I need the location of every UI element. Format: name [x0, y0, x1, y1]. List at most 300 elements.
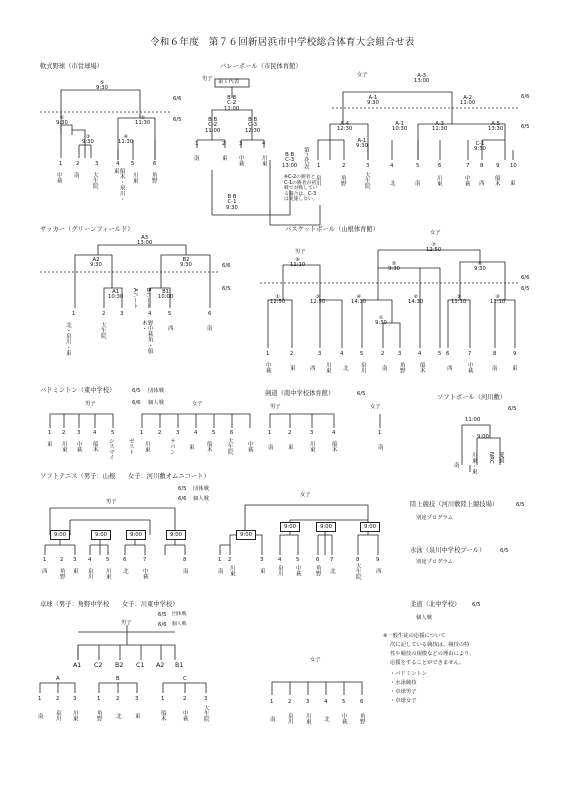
basketball-b-m4: ① 9:30	[375, 315, 387, 327]
baseball-team: 船木・泉川・東	[112, 168, 125, 202]
softball-m1: 11:00	[465, 417, 481, 423]
page-title: 令和６年度 第７６回新居浜市中学校総合体育大会組合せ表	[150, 37, 415, 48]
baseball-team: 大生院	[91, 172, 98, 189]
soccer-team: 北・泉川・東	[64, 322, 71, 356]
softtennis-g-time: 9:00	[360, 522, 380, 532]
basketball-g-team: 角野	[398, 362, 405, 374]
volleyball-g-num: 5	[416, 163, 420, 169]
tt-boys-slots	[78, 645, 161, 660]
softtennis-b-num: 5	[106, 557, 110, 563]
badminton-g-num: 3	[176, 430, 180, 436]
badminton-g-num: 1	[140, 430, 144, 436]
volleyball-num: 2	[222, 141, 226, 147]
badminton-ind-label: 個人戦	[148, 400, 164, 406]
softtennis-g-team: 川東	[228, 565, 235, 577]
badminton-boys: 男子	[85, 401, 96, 407]
badminton-g-team: 船木	[205, 441, 212, 453]
kendo-g-num: 1	[378, 430, 382, 436]
baseball-num: 4	[116, 161, 120, 167]
volleyball-g-a5: A-5 13:30	[488, 121, 504, 133]
notice-line: 次に記している競技は、競技の特	[390, 642, 470, 648]
softtennis-g-num: 6	[316, 557, 320, 563]
baseball-date-6: 6/6	[173, 96, 182, 102]
tabletennis-b-num: 2	[56, 696, 60, 702]
volleyball-team: 南	[192, 155, 199, 161]
kendo-b-team: 南	[266, 444, 273, 450]
tt-group-b	[99, 683, 137, 693]
volley-g-a4	[318, 140, 344, 160]
judo-date: 6/5	[472, 602, 481, 608]
softtennis-g-num: 9	[376, 557, 380, 563]
basket-girls-top	[378, 250, 480, 300]
softtennis-b-num: 4	[88, 557, 92, 563]
softtennis-g-num: 1	[218, 557, 222, 563]
volleyball-g-date-6: 6/6	[521, 94, 530, 100]
volleyball-g-r: A-2 11:00	[460, 95, 476, 107]
softtennis-ind-date: 6/6	[178, 496, 187, 502]
softtennis-heading: ソフトテニス（男子：山根 女子：河川敷オムニコート）	[40, 473, 210, 480]
tabletennis-slot: B2	[115, 662, 124, 669]
softtennis-g-team: 南	[216, 568, 223, 574]
softtennis-g-num: 8	[356, 557, 360, 563]
badminton-b-num: 2	[62, 430, 66, 436]
basket-boys	[268, 265, 320, 348]
softball-line	[462, 425, 500, 475]
badminton-boys-line	[50, 414, 113, 428]
basketball-g-num: 5	[438, 351, 442, 357]
basketball-g-top: ⑦ 12:50	[426, 242, 442, 254]
kendo-b-num: 3	[310, 430, 314, 436]
baseball-line-final-right	[100, 90, 140, 118]
volleyball-g-team: 南	[413, 180, 420, 186]
softtennis-b-team: 泉川	[86, 568, 93, 580]
tabletennis-g-team: 角野	[358, 713, 365, 725]
tabletennis-slot: C2	[94, 662, 103, 669]
volleyball-rep-final: B B C-3 13:00	[282, 152, 298, 169]
baseball-final: ⑤ 9:30	[96, 80, 108, 92]
softtennis-boys: 男子	[106, 499, 117, 505]
softtennis-b-team: 中萩	[141, 568, 148, 580]
softtennis-g-num: 3	[260, 557, 264, 563]
softtennis-b-time: 9:00	[91, 530, 111, 540]
softtennis-b-team: 東	[71, 568, 78, 574]
notice-item: ・バドミントン	[390, 671, 427, 677]
softtennis-b-num: 3	[73, 557, 77, 563]
volleyball-b-final: B B C-2 11:00	[224, 95, 240, 112]
volleyball-g-team: 西	[477, 180, 484, 186]
basketball-g-num: 2	[381, 351, 385, 357]
softtennis-b-num: 7	[143, 557, 147, 563]
basketball-heading: バスケットボール（山根体育館）	[285, 226, 380, 233]
softtennis-g-time: 9:00	[236, 530, 256, 540]
athletics-program: 別途プログラム	[416, 515, 454, 521]
softtennis-b-time: 9:00	[166, 530, 186, 540]
kendo-b-num: 2	[288, 430, 292, 436]
softtennis-b-team: 川東	[104, 568, 111, 580]
volleyball-g-team: 大生院	[363, 172, 370, 189]
softtennis-g-time: 9:00	[280, 522, 300, 532]
softtennis-g-team: 東	[258, 568, 265, 574]
soccer-b2: B2 9:30	[180, 257, 192, 269]
baseball-date-5: 6/5	[173, 117, 182, 123]
volleyball-num: 4	[262, 141, 266, 147]
soccer-court-b: Bコート	[144, 288, 151, 309]
baseball-match-1: ① 9:30	[56, 115, 68, 127]
kendo-b-num: 1	[268, 430, 272, 436]
softtennis-g-team: 大生院	[354, 563, 361, 580]
soccer-date-5: 6/5	[222, 286, 231, 292]
tabletennis-g-num: 5	[342, 699, 346, 705]
basketball-g-l: ⑤ 9:30	[388, 261, 400, 273]
softtennis-b-num: 2	[60, 557, 64, 563]
tabletennis-b-num: 3	[73, 696, 77, 702]
soccer-num: 5	[168, 311, 172, 317]
basketball-b-team: 西	[308, 365, 315, 371]
notice-line: 応援をすることができません。	[390, 660, 465, 666]
softtennis-g-time: 9:00	[316, 522, 336, 532]
notice-line: 性や競技の規模などの理由により、	[390, 651, 475, 657]
badminton-g-num: 2	[158, 430, 162, 436]
volleyball-note: ※C-2の勝者とC-1の勝者が初戦で対戦している場合は、C-3は実施しない。	[284, 175, 318, 203]
baseball-match-3: ③ 9:30	[82, 134, 94, 146]
kendo-g-team: 南	[376, 444, 383, 450]
softball-team: 南	[452, 462, 459, 468]
basketball-g-team: 南	[380, 365, 387, 371]
swimming-date: 6/5	[500, 548, 509, 554]
badminton-b-num: 1	[48, 430, 52, 436]
badminton-g-team: ゼスト	[127, 438, 134, 455]
tabletennis-b-team: 船木	[159, 710, 166, 722]
tabletennis-group: B	[116, 676, 120, 682]
softball-m2: 9:00	[477, 434, 489, 440]
volleyball-g-num: 10	[510, 163, 517, 169]
badminton-b-team: 川東	[60, 441, 67, 453]
tabletennis-b-team: 川東	[71, 710, 78, 722]
badminton-g-team: 東	[187, 444, 194, 450]
soccer-num: 6	[208, 311, 212, 317]
soccer-date-6: 6/6	[222, 263, 231, 269]
volleyball-num: 3	[239, 141, 243, 147]
soccer-a2: A2 9:30	[90, 257, 102, 269]
basketball-g-m1: ② 14:30	[408, 294, 424, 306]
badminton-g-team: 中萩	[246, 441, 253, 453]
kendo-heading: 剣道（南中学校体育館）	[265, 390, 335, 397]
softtennis-g-team: 中萩	[294, 565, 301, 577]
baseball-num: 5	[131, 161, 135, 167]
softtennis-g-team: 北	[328, 568, 335, 574]
softtennis-g-team: 泉川	[276, 565, 283, 577]
volleyball-g-num: 9	[496, 163, 500, 169]
tabletennis-g-num: 3	[306, 699, 310, 705]
badminton-b-team: 東	[45, 441, 52, 447]
soccer-num: 3	[120, 311, 124, 317]
badminton-b-team: シスマイ	[107, 438, 114, 461]
kendo-boys: 男子	[270, 404, 281, 410]
tt-girls-line	[272, 682, 362, 695]
volleyball-heading: バレーボール（市民体育館）	[220, 63, 302, 70]
badminton-date: 6/5	[132, 388, 141, 394]
volleyball-g-num: 1	[317, 163, 321, 169]
baseball-team: 南	[72, 172, 79, 178]
tabletennis-boys: 男子	[121, 620, 132, 626]
athletics-date: 6/5	[516, 502, 525, 508]
tennis-g-q4	[358, 535, 378, 555]
tabletennis-group: A	[56, 676, 60, 682]
tabletennis-b-num: 3	[204, 696, 208, 702]
tabletennis-slot: A1	[73, 662, 82, 669]
badminton-g-team: 川東	[143, 441, 150, 453]
basketball-g-team: 西	[445, 365, 452, 371]
soccer-heading: サッカー（グリーンフィールド）	[40, 226, 134, 233]
badminton-girls-line	[142, 414, 250, 428]
basketball-b-num: 1	[266, 351, 270, 357]
basketball-b-m2: ③ 12:50	[310, 294, 326, 306]
baseball-line-final-left	[61, 90, 100, 135]
soccer-team: 大生院	[99, 322, 106, 339]
volleyball-girls-label: 女子	[357, 72, 368, 78]
tabletennis-g-team: 中萩	[340, 713, 347, 725]
volleyball-g-team: 東	[508, 180, 515, 186]
kendo-girls: 女子	[370, 404, 381, 410]
softtennis-b-time: 9:00	[126, 530, 146, 540]
swimming-program: 別途プログラム	[416, 559, 454, 565]
basketball-g-num: 9	[513, 351, 517, 357]
tabletennis-team-date: 6/5	[158, 612, 167, 618]
basket-girls-m	[378, 268, 440, 348]
softball-team: NRC	[487, 452, 494, 464]
baseball-num: 6	[153, 161, 157, 167]
basketball-date-5: 6/5	[521, 286, 530, 292]
baseball-num: 3	[95, 161, 99, 167]
volleyball-team: 中萩	[237, 155, 244, 167]
softtennis-b-time: 9:00	[50, 530, 70, 540]
tabletennis-g-num: 4	[324, 699, 328, 705]
volleyball-g-team: 北	[388, 180, 395, 186]
tabletennis-b-num: 1	[38, 696, 42, 702]
softtennis-g-team: 角野	[314, 565, 321, 577]
baseball-num: 1	[59, 161, 63, 167]
basketball-b-team: 川東	[324, 362, 331, 374]
tabletennis-g-team: 川東	[304, 713, 311, 725]
softtennis-b-team: 角野	[58, 568, 65, 580]
basketball-b-num: 3	[318, 351, 322, 357]
softtennis-b-team: 北	[121, 568, 128, 574]
basketball-b-team: 東	[288, 365, 295, 371]
volleyball-rep-low: B B C-1 9:30	[226, 194, 238, 211]
softball-date: 6/5	[508, 406, 517, 412]
judo-label: 個人戦	[416, 615, 432, 621]
badminton-g-num: 4	[194, 430, 198, 436]
judo-heading: 柔道（北中学校）	[410, 601, 461, 608]
soccer-a1: A1 10:30	[108, 289, 124, 301]
soccer-b1: B1 10:00	[158, 289, 174, 301]
basketball-g-num: 8	[493, 351, 497, 357]
badminton-b-num: 5	[111, 430, 115, 436]
tabletennis-b-team: 北	[114, 713, 121, 719]
tabletennis-b-team: 大生院	[202, 705, 209, 722]
notice-item: ・卓球男子	[390, 689, 417, 695]
basketball-b-top: ⑥ 11:10	[290, 257, 306, 269]
basketball-g-m3: ② 11:10	[490, 294, 506, 306]
tabletennis-b-team: 南	[36, 713, 43, 719]
softtennis-b-num: 8	[183, 557, 187, 563]
kendo-b-team: 船木	[330, 441, 337, 453]
badminton-g-num: 6	[230, 430, 234, 436]
tabletennis-b-team: 角野	[95, 710, 102, 722]
basketball-boys: 男子	[295, 249, 306, 255]
kendo-b-team: 東	[286, 444, 293, 450]
softtennis-b-num: 6	[123, 557, 127, 563]
volleyball-g-team: 角野	[339, 175, 346, 187]
softball-team: 川東・東	[470, 452, 477, 475]
softball-team: 愛媛	[497, 452, 504, 464]
volleyball-b-m1: B B C-2 11:00	[205, 117, 221, 134]
baseball-team: 中萩	[55, 172, 62, 184]
volleyball-g-a1b: A-1 9:30	[356, 138, 368, 150]
volleyball-g-num: 7	[466, 163, 470, 169]
volleyball-team: 東	[220, 155, 227, 161]
basketball-date-6: 6/6	[521, 275, 530, 281]
basketball-b-m1: ① 12:50	[270, 294, 286, 306]
basketball-b-num: 2	[290, 351, 294, 357]
volleyball-team: 川東	[260, 155, 267, 167]
volleyball-g-team: 川東	[435, 175, 442, 187]
tabletennis-b-team: 泉川	[54, 710, 61, 722]
badminton-heading: バドミントン（東中学校）	[40, 387, 116, 394]
volleyball-g-a4: A-4 12:30	[337, 121, 353, 133]
baseball-num: 2	[76, 161, 80, 167]
basketball-g-num: 3	[398, 351, 402, 357]
volleyball-g-team: 泉川	[314, 175, 321, 187]
tabletennis-b-num: 2	[116, 696, 120, 702]
basketball-g-m2: ③ 11:10	[451, 294, 467, 306]
baseball-heading: 軟式野球（市営球場）	[40, 63, 103, 70]
soccer-num: 2	[102, 311, 106, 317]
softtennis-b-team: 南	[181, 568, 188, 574]
badminton-g-num: 5	[212, 430, 216, 436]
volleyball-g-num: 6	[438, 163, 442, 169]
tabletennis-g-team: 北	[322, 716, 329, 722]
badminton-b-num: 3	[77, 430, 81, 436]
tabletennis-b-team: 東	[133, 713, 140, 719]
tabletennis-b-num: 1	[97, 696, 101, 702]
badminton-g-team: ラパン	[168, 438, 175, 455]
tabletennis-slot: B1	[175, 662, 184, 669]
tabletennis-b-num: 2	[183, 696, 187, 702]
notice-item: ・卓球女子	[390, 698, 417, 704]
kendo-b-num: 4	[332, 430, 336, 436]
badminton-b-team: 中萩	[75, 441, 82, 453]
badminton-girls: 女子	[192, 401, 203, 407]
softtennis-team-label: 団体戦	[193, 486, 209, 492]
basketball-g-team: 中萩	[466, 362, 473, 374]
basket-girls-r2	[495, 300, 515, 348]
tabletennis-ind-label: 個人戦	[172, 622, 187, 627]
kendo-b-team: 川東	[308, 441, 315, 453]
softtennis-b-num: 1	[43, 557, 47, 563]
basketball-g-r: ⑥ 9:30	[474, 261, 486, 273]
tabletennis-b-num: 3	[135, 696, 139, 702]
volleyball-b-m2: B B C-3 12:30	[245, 117, 261, 134]
soccer-team: 南	[205, 325, 212, 331]
volleyball-num: 1	[195, 141, 199, 147]
basketball-b-m3: ④ 14:30	[351, 294, 367, 306]
badminton-b-num: 4	[93, 430, 97, 436]
tabletennis-g-num: 1	[270, 699, 274, 705]
volleyball-g-a10: A-1 10:30	[392, 121, 408, 133]
volleyball-g-c1: C-1 9:30	[474, 141, 486, 153]
basketball-b-num: 4	[340, 351, 344, 357]
basketball-g-team: 東	[510, 365, 517, 371]
volleyball-g-team: 中萩	[463, 175, 470, 187]
tabletennis-b-num: 1	[161, 696, 165, 702]
badminton-b-team: 船木	[91, 441, 98, 453]
softtennis-g-num: 4	[278, 557, 282, 563]
tabletennis-heading: 卓球（男子：角野中学校 女子：川東中学校）	[40, 601, 179, 608]
tabletennis-b-team: 中萩	[181, 710, 188, 722]
volleyball-g-team: 船木	[493, 175, 500, 187]
tabletennis-team-label: 団体戦	[172, 612, 187, 617]
softtennis-ind-label: 個人戦	[193, 496, 209, 502]
volleyball-g-top: A-3 13:00	[414, 73, 430, 85]
notice-item: ・水泳競技	[390, 680, 417, 686]
soccer-final: A3 13:00	[137, 235, 153, 247]
kendo-boys-line	[270, 414, 334, 428]
soccer-num: 1	[72, 311, 76, 317]
athletics-heading: 陸上競技（河川敷陸上競技場）	[410, 501, 499, 508]
tabletennis-girls: 女子	[310, 657, 321, 663]
tabletennis-group: C	[183, 676, 187, 682]
tt-group-a	[40, 683, 75, 693]
softtennis-g-num: 2	[228, 557, 232, 563]
swimming-heading: 水泳（泉川中学校プール）	[410, 547, 486, 554]
tennis-g-q2	[280, 535, 298, 555]
volleyball-g-num: 3	[366, 163, 370, 169]
basketball-b-team: 中萩	[264, 362, 271, 374]
basketball-g-num: 6	[446, 351, 450, 357]
basketball-g-team: 泉川	[359, 362, 366, 374]
softtennis-g-num: 5	[296, 557, 300, 563]
basket-girls-r1	[448, 300, 470, 348]
tabletennis-slot: C1	[136, 662, 145, 669]
volleyball-rep-label: 第１代表	[218, 79, 240, 85]
basketball-girls: 女子	[430, 230, 441, 236]
soccer-court-a: Aコート	[131, 288, 138, 309]
baseball-team: 川東	[131, 172, 138, 184]
basketball-g-team: 南	[490, 365, 497, 371]
softtennis-girls: 女子	[300, 492, 311, 498]
volleyball-g-num: 2	[342, 163, 346, 169]
baseball-match-2: ② 11:30	[135, 115, 151, 127]
softtennis-team-date: 6/5	[178, 486, 187, 492]
volleyball-g-num: 4	[390, 163, 394, 169]
kendo-date: 6/5	[357, 391, 366, 397]
badminton-ind-date: 6/6	[132, 400, 141, 406]
volleyball-g-a3: A-3 11:30	[432, 121, 448, 133]
basketball-g-num: 4	[418, 351, 422, 357]
tt-group-c	[163, 683, 206, 693]
soccer-team: 野中萩角・船木・	[140, 320, 153, 354]
softtennis-g-num: 7	[330, 557, 334, 563]
notice-line: ※一般生徒の応援について	[383, 633, 446, 639]
tabletennis-slot: A2	[156, 662, 165, 669]
soccer-team: 西	[166, 325, 173, 331]
tabletennis-g-num: 6	[360, 699, 364, 705]
tabletennis-g-team: 南	[268, 716, 275, 722]
badminton-team-label: 団体戦	[148, 388, 164, 394]
softtennis-g-team: 西	[374, 568, 381, 574]
badminton-g-team: 大生院	[226, 438, 233, 455]
